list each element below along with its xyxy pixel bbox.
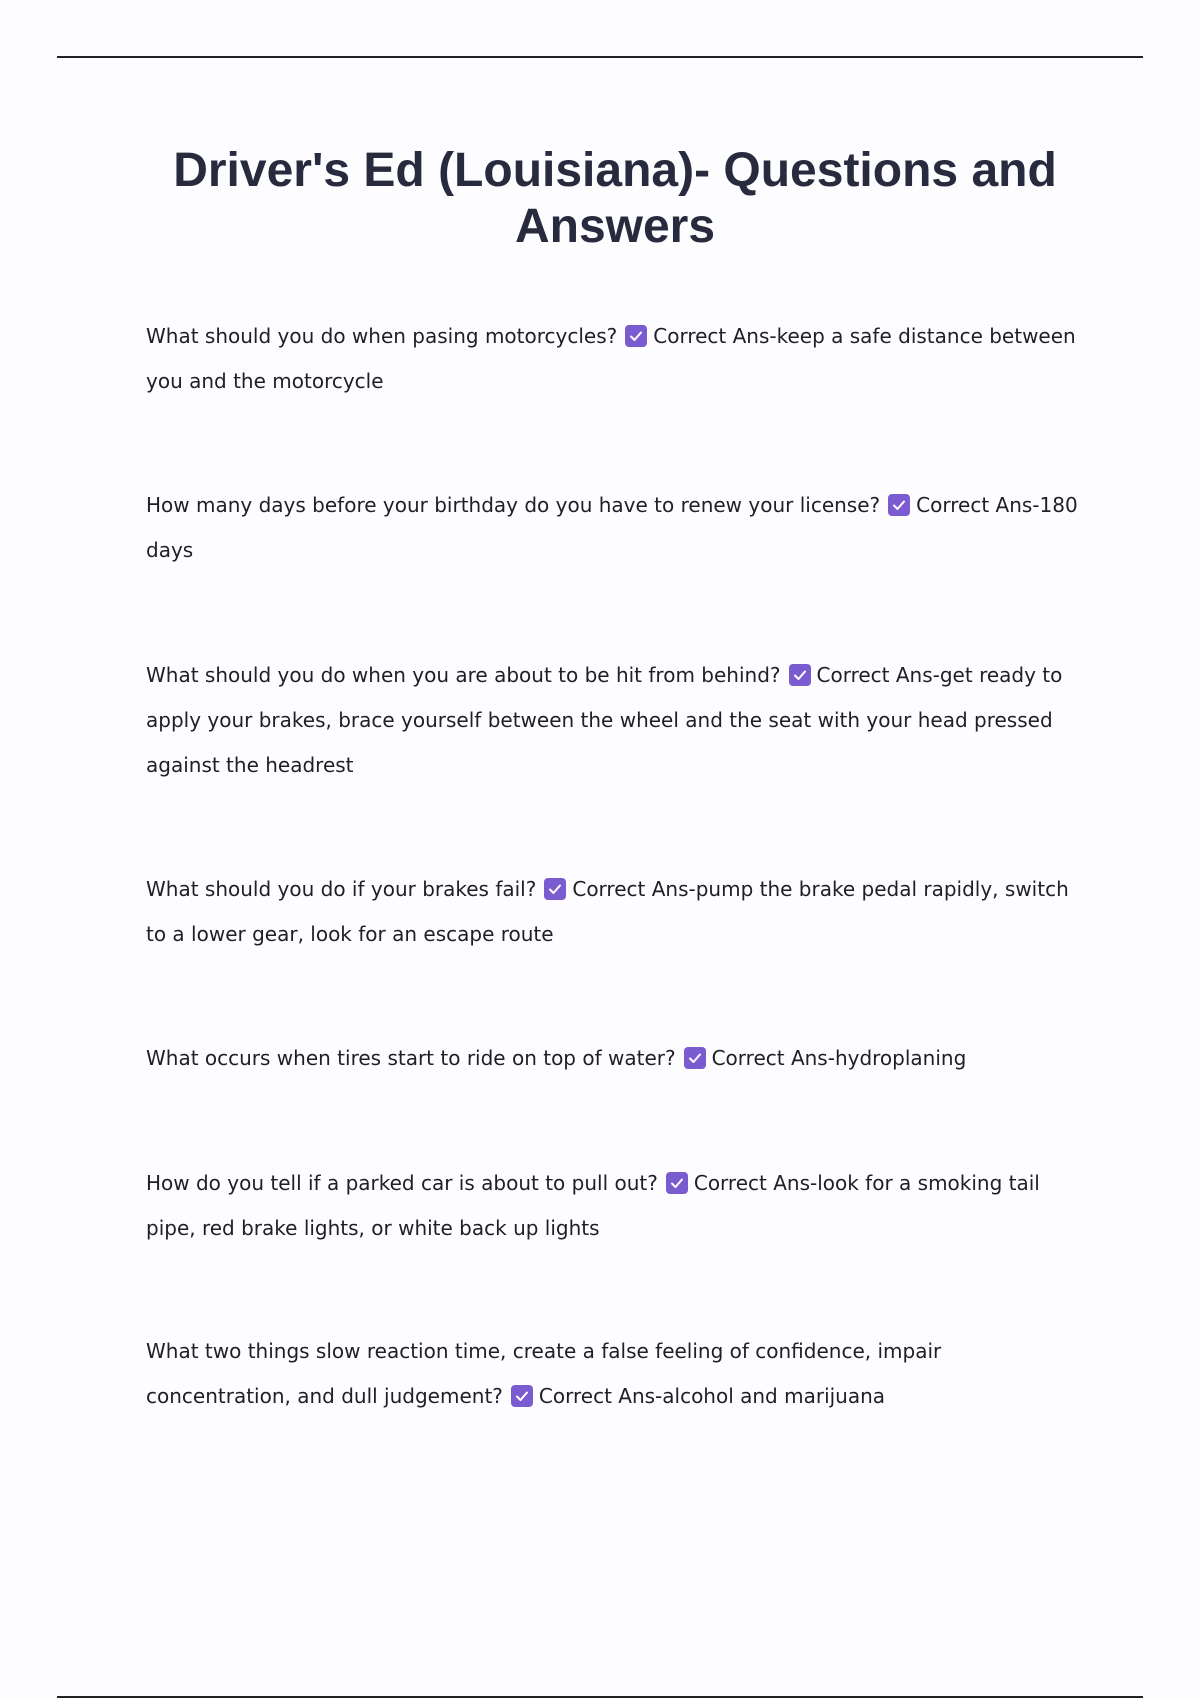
qa-item-2 [146,483,1086,573]
qa-item-6 [146,1161,1086,1251]
question-text: What should you do when pasing motorcycles? [146,324,618,348]
checkbox-checked-icon [888,494,910,516]
checkbox-checked-icon [544,878,566,900]
bottom-divider [57,1696,1143,1698]
checkbox-checked-icon [511,1385,533,1407]
checkbox-checked-icon [666,1172,688,1194]
qa-item-5 [146,1036,1086,1081]
answer-text: Correct Ans-keep a safe distance between you and the motorcycle [146,324,1076,393]
question-text: What should you do if your brakes fail? [146,877,537,901]
answer-text: Correct Ans-alcohol and marijuana [538,1384,886,1408]
checkbox-checked-icon [789,664,811,686]
top-divider [57,56,1143,58]
question-text: What should you do when you are about to be hit from behind? [146,663,781,687]
question-text: How do you tell if a parked car is about to pull out? [146,1171,658,1195]
qa-item-1 [146,314,1086,404]
qa-item-4 [146,867,1086,957]
qa-item-7 [146,1329,1086,1419]
answer-text: Correct Ans-pump the brake pedal rapidly, switch to a lower gear, look for an escape route [146,877,1069,946]
answer-text: Correct Ans-look for a smoking tail pipe, red brake lights, or white back up lights [146,1171,1040,1240]
checkbox-checked-icon [625,325,647,347]
question-text: How many days before your birthday do you have to renew your license? [146,493,881,517]
question-text: What occurs when tires start to ride on top of water? [146,1046,676,1070]
answer-text: Correct Ans-get ready to apply your brakes, brace yourself between the wheel and the seat with your head pressed against the headrest [146,663,1063,777]
answer-text: Correct Ans-180 days [146,493,1078,562]
answer-text: Correct Ans-hydroplaning [711,1046,967,1070]
checkbox-checked-icon [684,1047,706,1069]
document-title: Driver's Ed (Louisiana)- Questions and Answers [173,144,1057,253]
question-text: What two things slow reaction time, create a false feeling of confidence, impair concentration, and dull judgement? [146,1339,942,1408]
qa-item-3 [146,653,1086,788]
